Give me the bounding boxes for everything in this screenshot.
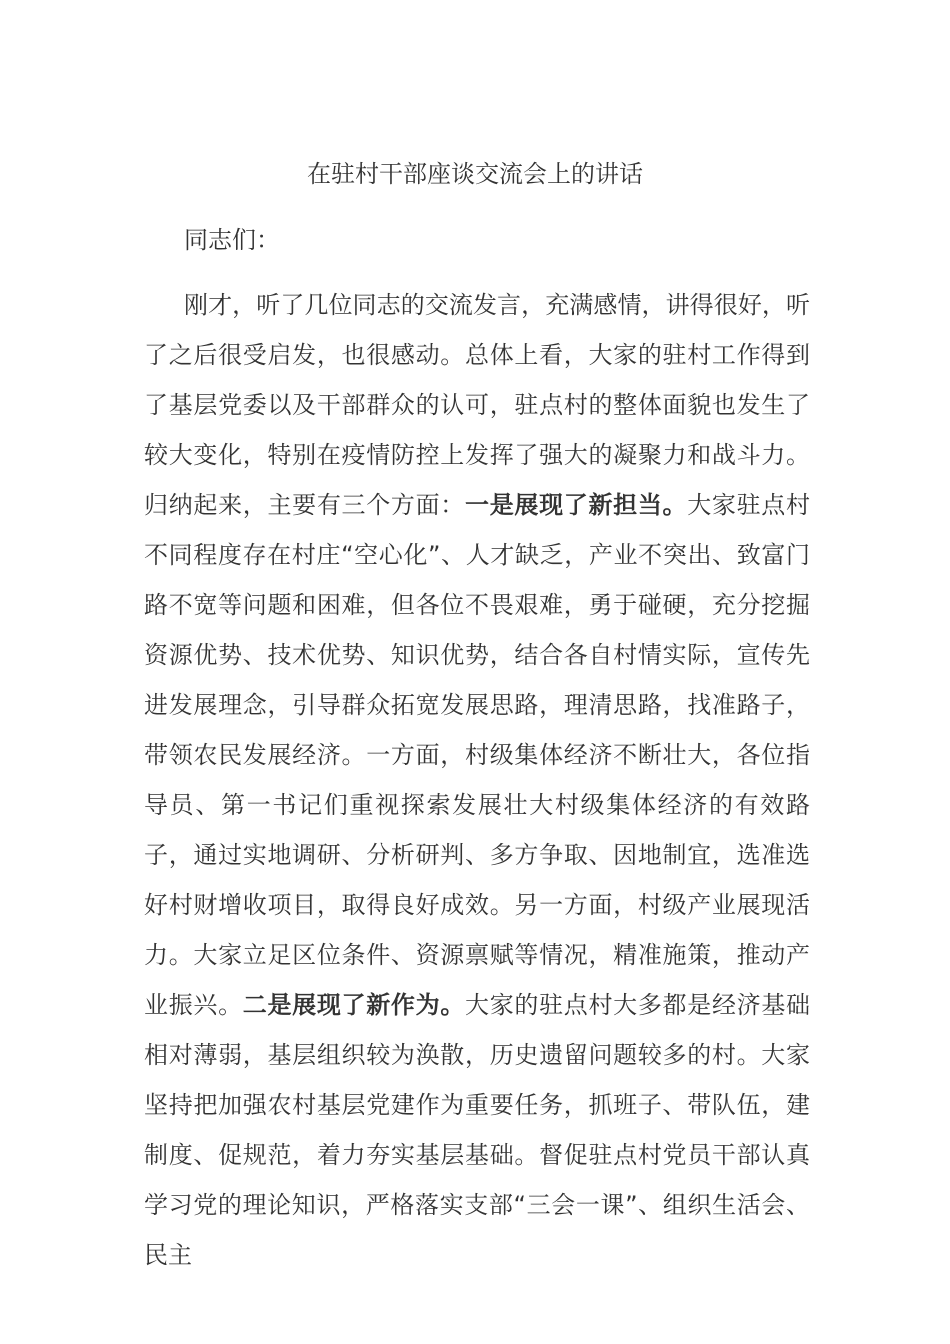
section-heading-2: 二是展现了新作为。	[242, 991, 466, 1019]
paragraph-text: 大家的驻点村大多都是经济基础相对薄弱，基层组织较为涣散，历史遗留问题较多的村。大家坚持把加强农村基层党建作为重要任务，抓班子、带队伍，建制度、促规范，着力夯实基层基础。督促驻点村党员干部认真学习党的理论知识，严格落实支部“三会一课”、组织生活会、民主	[144, 991, 811, 1269]
document-title: 在驻村干部座谈交流会上的讲话	[307, 160, 643, 188]
section-heading-1: 一是展现了新担当。	[465, 491, 688, 519]
paragraph-text: 刚才，听了几位同志的交流发言，充满感情，讲得很好，听了之后很受启发，也很感动。总体上看，大家的驻村工作得到了基层党委以及干部群众的认可，驻点村的整体面貌也发生了较大变化，特别在疫情防控上发挥了强大的凝聚力和战斗力。归纳起来，主要有三个方面：	[144, 291, 810, 519]
salutation: 同志们：	[184, 226, 280, 254]
paragraph-text: 大家驻点村不同程度存在村庄“空心化”、人才缺乏，产业不突出、致富门路不宽等问题和困难，但各位不畏艰难，勇于碰硬，充分挖掘资源优势、技术优势、知识优势，结合各自村情实际，宣传先进发展理念，引导群众拓宽发展思路，理清思路，找准路子，带领农民发展经济。一方面，村级集体经济不断壮大，各位指导员、第一书记们重视探索发展壮大村级集体经济的有效路子，通过实地调研、分析研判、多方争取、因地制宜，选准选好村财增收项目，取得良好成效。另一方面，村级产业展现活力。大家立足区位条件、资源禀赋等情况，精准施策，推动产业振兴。	[144, 491, 811, 1019]
body-paragraph	[144, 280, 810, 1280]
